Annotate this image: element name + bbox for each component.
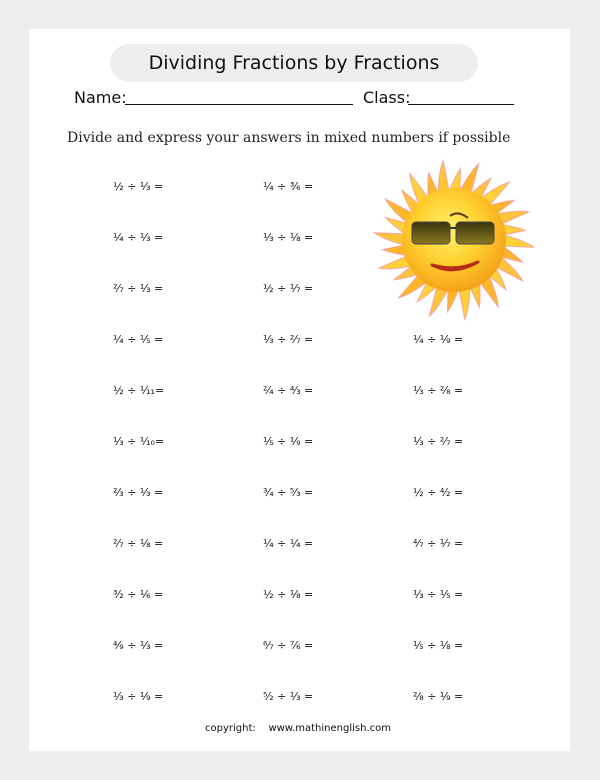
name-label: Name: [74, 88, 127, 107]
problem-c1-r10: ⁴⁄₉ ÷ ⅓ = [113, 639, 164, 652]
problem-c1-r7: ⅔ ÷ ⅓ = [113, 486, 164, 499]
problem-c2-r2: ⅓ ÷ ⅛ = [263, 231, 314, 244]
problem-c3-r8: ⁴⁄₇ ÷ ⅐ = [413, 537, 464, 550]
problem-c2-r9: ½ ÷ ⅛ = [263, 588, 314, 601]
class-blank-line [408, 104, 514, 105]
problem-c2-r10: ⁶⁄₇ ÷ ⁷⁄₆ = [263, 639, 314, 652]
problem-c3-r7: ½ ÷ ⁴⁄₂ = [413, 486, 464, 499]
problem-c1-r2: ¼ ÷ ⅓ = [113, 231, 164, 244]
problem-c2-r5: ²⁄₄ ÷ ⁴⁄₃ = [263, 384, 314, 397]
problem-c3-r11: ²⁄₈ ÷ ⅑ = [413, 690, 464, 703]
problem-c3-r4: ¼ ÷ ⅑ = [413, 333, 464, 346]
problem-c1-r8: ²⁄₇ ÷ ⅛ = [113, 537, 164, 550]
problem-c1-r5: ½ ÷ ¹⁄₁₁= [113, 384, 165, 397]
problem-c1-r9: ³⁄₂ ÷ ⅙ = [113, 588, 164, 601]
problem-c2-r6: ⅕ ÷ ⅑ = [263, 435, 314, 448]
problem-c1-r1: ½ ÷ ⅓ = [113, 180, 164, 193]
problem-c3-r9: ⅓ ÷ ⅕ = [413, 588, 464, 601]
problem-c1-r6: ⅓ ÷ ¹⁄₁₀= [113, 435, 165, 448]
problem-c1-r11: ⅓ ÷ ⅑ = [113, 690, 164, 703]
problem-c1-r4: ¼ ÷ ⅕ = [113, 333, 164, 346]
problem-c2-r8: ¼ ÷ ¼ = [263, 537, 314, 550]
problem-c2-r4: ⅓ ÷ ²⁄₇ = [263, 333, 314, 346]
name-blank-line [125, 104, 353, 105]
problem-c3-r10: ⅕ ÷ ⅛ = [413, 639, 464, 652]
worksheet-title: Dividing Fractions by Fractions [110, 44, 478, 82]
problem-c1-r3: ²⁄₇ ÷ ⅓ = [113, 282, 164, 295]
class-label: Class: [363, 88, 411, 107]
problem-c3-r6: ⅓ ÷ ²⁄₇ = [413, 435, 464, 448]
problem-c2-r7: ¾ ÷ ⁵⁄₃ = [263, 486, 314, 499]
instructions: Divide and express your answers in mixed numbers if possible [67, 130, 511, 146]
problem-c3-r5: ⅓ ÷ ²⁄₈ = [413, 384, 464, 397]
problem-c2-r3: ½ ÷ ⅐ = [263, 282, 314, 295]
sun-sunglasses-illustration [372, 158, 536, 322]
copyright-footer: copyright: www.mathinenglish.com [205, 723, 391, 734]
problem-c2-r1: ¼ ÷ ³⁄₆ = [263, 180, 314, 193]
problem-c2-r11: ⁵⁄₂ ÷ ⅓ = [263, 690, 314, 703]
